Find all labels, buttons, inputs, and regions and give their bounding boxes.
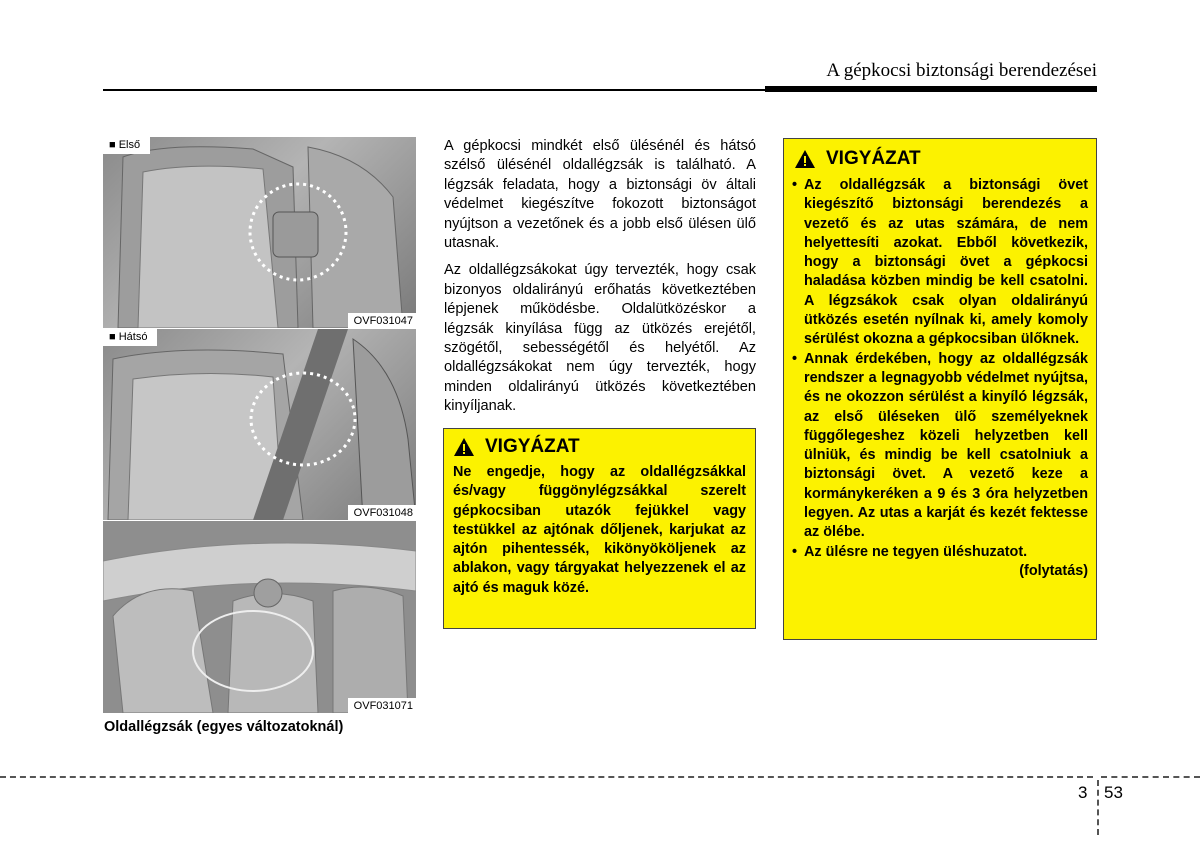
rear-seat-illustration — [103, 329, 416, 520]
warning-header-left — [453, 436, 746, 458]
footer-dash-left — [0, 776, 1093, 778]
front-seat-photo — [103, 137, 416, 328]
warning-header-right — [792, 148, 1088, 170]
warning-item-3: • Az ülésre ne tegyen üléshuzatot. — [792, 543, 1088, 562]
photo-label-front: ■ Első — [103, 137, 150, 154]
header-bar — [765, 86, 1097, 92]
warning-triangle-icon — [453, 437, 475, 457]
figure-caption: Oldallégzsák (egyes változatoknál) — [104, 719, 344, 735]
photo-code-front: OVF031047 — [348, 313, 416, 328]
warning-triangle-icon — [794, 149, 816, 169]
footer-dash-right — [1101, 776, 1200, 778]
warning-continued: (folytatás) — [1019, 562, 1088, 579]
cabin-airbag-photo — [103, 521, 416, 713]
body-paragraph-2: Az oldallégzsákokat úgy tervezték, hogy csak bizonyos oldalirányú erőhatás következtében lépjenek működésbe. Oldalütközéskor a légzsák kinyílása függ az ütközés erejétől, szögétől, sebességétől és helyétől. Az oldallégzsákokat nem úgy tervezték, hogy minden oldalirányú ütközés következtében kinyíljanak. — [444, 262, 756, 415]
page-number: 53 — [1104, 783, 1123, 802]
warning-item-2: • Annak érdekében, hogy az oldallégzsák rendszer a legnagyobb védelmet nyújtsa, és ne okozzon sérülést a kinyíló légzsák, az első üléseken ülő személyeknek függőlegeshez közeli helyzetben kell ülniük, és mindig be kell csatolniuk a biztonsági övet. A vezető keze a kormánykeréken a 9 és 3 óra helyzetben legyen. Az utas a karját és kezét fektesse az ölébe. — [792, 350, 1088, 543]
warning-box-left — [443, 428, 756, 629]
cabin-airbag-illustration — [103, 521, 416, 713]
rear-seat-photo — [103, 329, 416, 520]
footer-vertical-dash — [1097, 780, 1099, 835]
warning-text-left: Ne engedje, hogy az oldallégzsákkal és/vagy függönylégzsákkal szerelt gépkocsiban utazók fejükkel vagy testükkel az ajtónak dőljenek, karjukat az ajtón pihentessék, kikönyököljenek az ablakon, vagy tárgyakat helyezzenek el az ajtó és maguk közé. — [453, 464, 746, 596]
body-text — [444, 137, 756, 425]
warning-list — [792, 176, 1088, 562]
page-chapter: 3 — [1078, 783, 1088, 802]
warning-text-right — [792, 176, 1088, 581]
front-seat-illustration — [103, 137, 416, 328]
warning-item-1: • Az oldallégzsák a biztonsági övet kiegészítő biztonsági berendezés a vezető és az utas számára, de nem helyettesíti azokat. Ebből következik, hogy a biztonsági övet a gépkocsi haladása közben mindig be kell csatolni. A légzsákok csak olyan oldalirányú ütközés esetén nyílnak ki, amely komoly sérülést okozna a gépkocsiban ülőknek. — [792, 176, 1088, 350]
photo-label-rear: ■ Hátsó — [103, 329, 157, 346]
body-paragraph-1: A gépkocsi mindkét első ülésénél és hátsó szélső ülésénél oldallégzsák is található. A légzsák feladata, hogy a biztonsági öv általi védelmet kiegészítve fokozott biztonságot nyújtson a vezetőnek és a jobb első ülésen ülő utasnak. — [444, 138, 756, 252]
warning-title-right: VIGYÁZAT — [826, 148, 921, 169]
warning-box-right — [783, 138, 1097, 640]
photo-code-rear: OVF031048 — [348, 505, 416, 520]
photo-code-cabin: OVF031071 — [348, 698, 416, 713]
header-title: A gépkocsi biztonsági berendezései — [826, 60, 1097, 81]
warning-title-left: VIGYÁZAT — [485, 436, 580, 457]
